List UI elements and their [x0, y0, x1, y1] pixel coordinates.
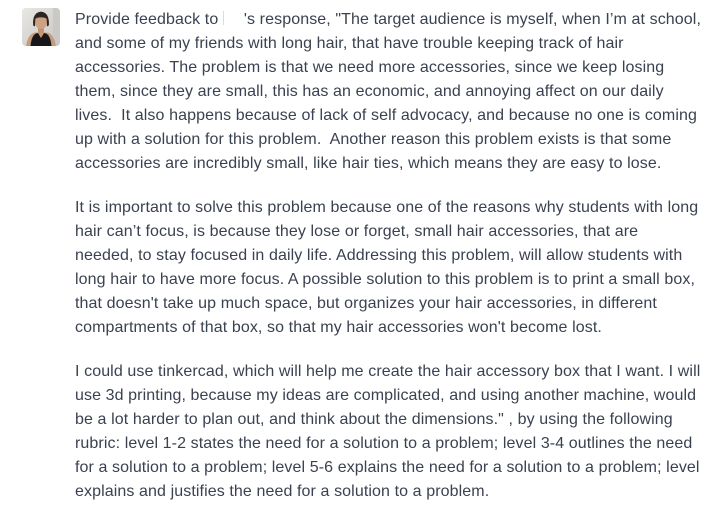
user-avatar	[22, 8, 60, 46]
message-paragraph-3: I could use tinkercad, which will help me create the hair accessory box that I want. I will use 3d printing, because my ideas are complicated, and using another machine, would be a lot harder to plan out, and think about the dimensions." , by using the following rubric: level 1-2 states the need for a solution to a problem; level 3-4 outlines the need for a solution to a problem; level 5-6 explains the need for a solution to a problem; level explains and justifies the need for a solution to a problem.	[75, 363, 705, 500]
message-content	[75, 8, 706, 524]
redacted-name	[223, 11, 244, 25]
message-paragraph-1-text: 's response, "The target audience is myself, when I’m at school, and some of my friends with long hair, that have trouble keeping track of hair accessories. The problem is that we need more accessories, since we keep losing them, since they are small, this has an economic, and annoying affect on our daily lives. It also happens because of lack of self advocacy, and because no one is coming up with a solution for this problem. Another reason this problem exists is that some accessories are incredibly small, like hair ties, which means they are easy to lose.	[75, 11, 706, 172]
message-prefix: Provide feedback to	[75, 11, 223, 28]
user-avatar-photo	[22, 8, 60, 46]
message-paragraph-1	[75, 8, 706, 176]
message-paragraph-2: It is important to solve this problem because one of the reasons why students with long hair can’t focus, is because they lose or forget, small hair accessories, that are needed, to stay focused in daily life. Addressing this problem, will allow students with long hair to have more focus. A possible solution to this problem is to print a small box, that doesn't take up much space, but organizes your hair accessories, in different compartments of that box, so that my hair accessories won't become lost.	[75, 199, 703, 336]
